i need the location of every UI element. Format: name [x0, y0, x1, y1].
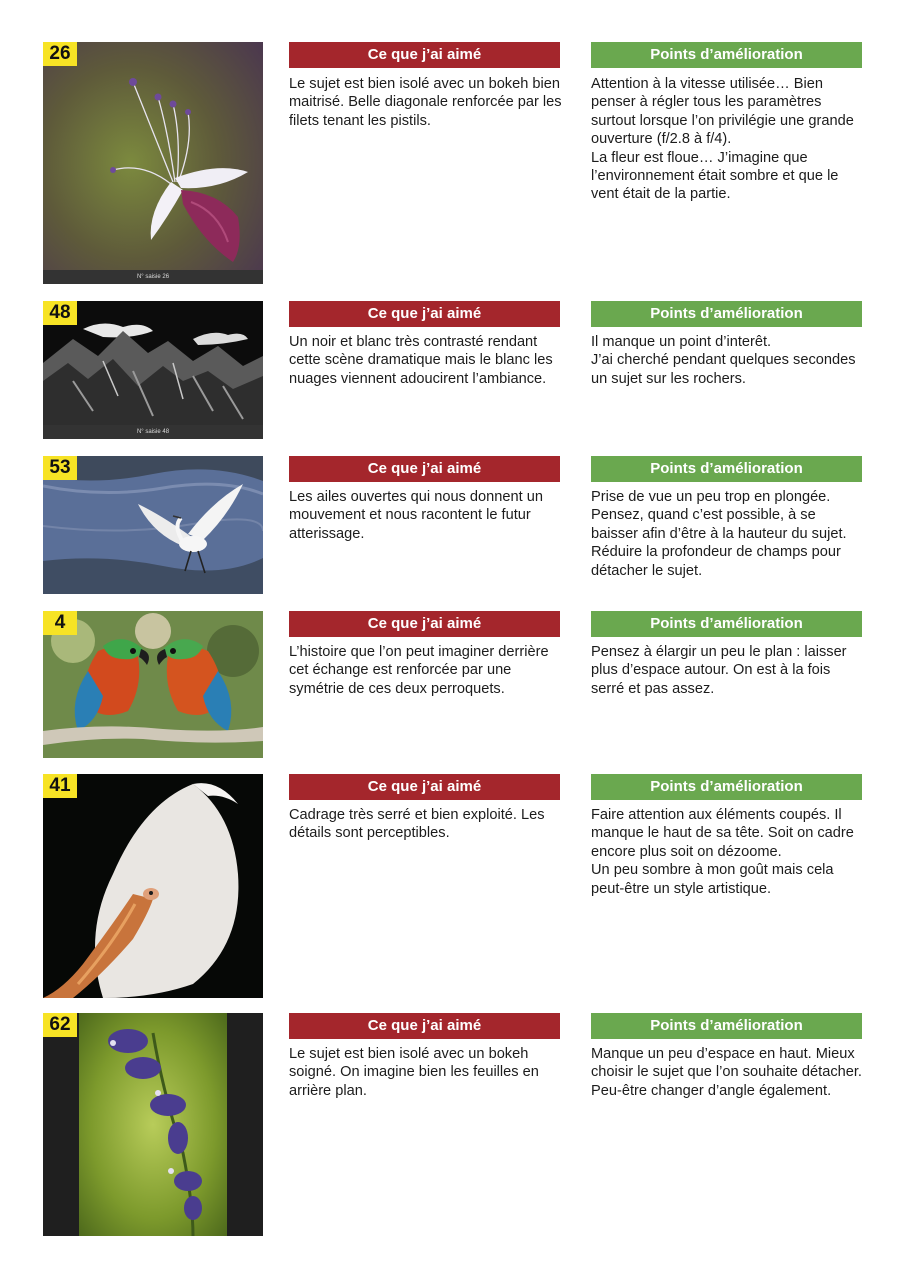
- entry-photo: [43, 774, 263, 998]
- liked-paragraph: L’histoire que l’on peut imaginer derrière cet échange est renforcée par une symétrie de ces deux perroquets.: [289, 644, 549, 697]
- improvement-paragraph: Pensez à élargir un peu le plan : laisser plus d’espace autour. On est à la fois serré et pas assez.: [591, 644, 847, 697]
- liked-text: [289, 488, 564, 543]
- liked-header: Ce que j’ai aimé: [289, 774, 560, 800]
- pelican-photo: [43, 774, 263, 998]
- entry-photo: [43, 301, 263, 439]
- bluebell-photo: [43, 1013, 263, 1236]
- entry-number-badge: 4: [43, 611, 77, 635]
- improvement-paragraph: La fleur est floue… J’imagine que l’environnement était sombre et que le vent était de la partie.: [591, 149, 839, 203]
- liked-header: Ce que j’ai aimé: [289, 42, 560, 68]
- improvement-header: Points d’amélioration: [591, 301, 862, 327]
- photo-caption: N° saisie 26: [43, 270, 263, 284]
- entry-photo: [43, 611, 263, 758]
- liked-text: [289, 643, 564, 698]
- entry-number-badge: 26: [43, 42, 77, 66]
- improvement-header: Points d’amélioration: [591, 774, 862, 800]
- improvement-header: Points d’amélioration: [591, 1013, 862, 1039]
- liked-text: [289, 1045, 564, 1100]
- entry-photo: [43, 1013, 263, 1236]
- improvement-header: Points d’amélioration: [591, 456, 862, 482]
- entry-number-badge: 41: [43, 774, 77, 798]
- improvement-text: [591, 1045, 866, 1100]
- improvement-paragraph: Manque un peu d’espace en haut. Mieux choisir le sujet que l’on souhaite détacher. Peu-être changer d’angle également.: [591, 1046, 862, 1099]
- liked-text: [289, 75, 564, 130]
- improvement-text: [591, 75, 866, 204]
- liked-paragraph: Le sujet est bien isolé avec un bokeh bien maitrisé. Belle diagonale renforcée par les filets tenant les pistils.: [289, 76, 562, 129]
- entry-photo: [43, 456, 263, 594]
- liked-header: Ce que j’ai aimé: [289, 456, 560, 482]
- improvement-paragraph: Faire attention aux éléments coupés. Il manque le haut de sa tête. Soit on cadre encore plus soit on dézoome.: [591, 807, 854, 860]
- liked-paragraph: Un noir et blanc très contrasté rendant cette scène dramatique mais le blanc les nuages viennent adoucirent l’ambiance.: [289, 334, 553, 387]
- liked-paragraph: Les ailes ouvertes qui nous donnent un mouvement et nous racontent le futur atterissage.: [289, 489, 543, 542]
- improvement-paragraph: Il manque un point d’interêt.: [591, 334, 772, 350]
- entry-number-badge: 48: [43, 301, 77, 325]
- improvement-text: [591, 643, 866, 698]
- improvement-paragraph: Prise de vue un peu trop en plongée. Pensez, quand c’est possible, à se baisser afin d’être à la hauteur du sujet. Réduire la profondeur de champs pour détacher le sujet.: [591, 489, 847, 579]
- flower-photo: [43, 42, 263, 284]
- improvement-text: [591, 488, 866, 580]
- liked-text: [289, 333, 564, 388]
- improvement-paragraph: Attention à la vitesse utilisée… Bien penser à régler tous les paramètres surtout lorsque l’on privilégie une grande ouverture (f/2.8 à f/4).: [591, 76, 854, 148]
- improvement-header: Points d’amélioration: [591, 42, 862, 68]
- liked-header: Ce que j’ai aimé: [289, 301, 560, 327]
- liked-header: Ce que j’ai aimé: [289, 1013, 560, 1039]
- liked-paragraph: Cadrage très serré et bien exploité. Les détails sont perceptibles.: [289, 807, 545, 842]
- improvement-header: Points d’amélioration: [591, 611, 862, 637]
- improvement-text: [591, 806, 866, 898]
- photo-caption: N° saisie 48: [43, 425, 263, 439]
- improvement-paragraph: J’ai cherché pendant quelques secondes un sujet sur les rochers.: [591, 352, 856, 387]
- liked-text: [289, 806, 564, 843]
- entry-number-badge: 53: [43, 456, 77, 480]
- improvement-paragraph: Un peu sombre à mon goût mais cela peut-être un style artistique.: [591, 862, 834, 897]
- entry-number-badge: 62: [43, 1013, 77, 1037]
- entry-photo: [43, 42, 263, 284]
- liked-paragraph: Le sujet est bien isolé avec un bokeh soigné. On imagine bien les feuilles en arrière plan.: [289, 1046, 539, 1099]
- improvement-text: [591, 333, 866, 388]
- liked-header: Ce que j’ai aimé: [289, 611, 560, 637]
